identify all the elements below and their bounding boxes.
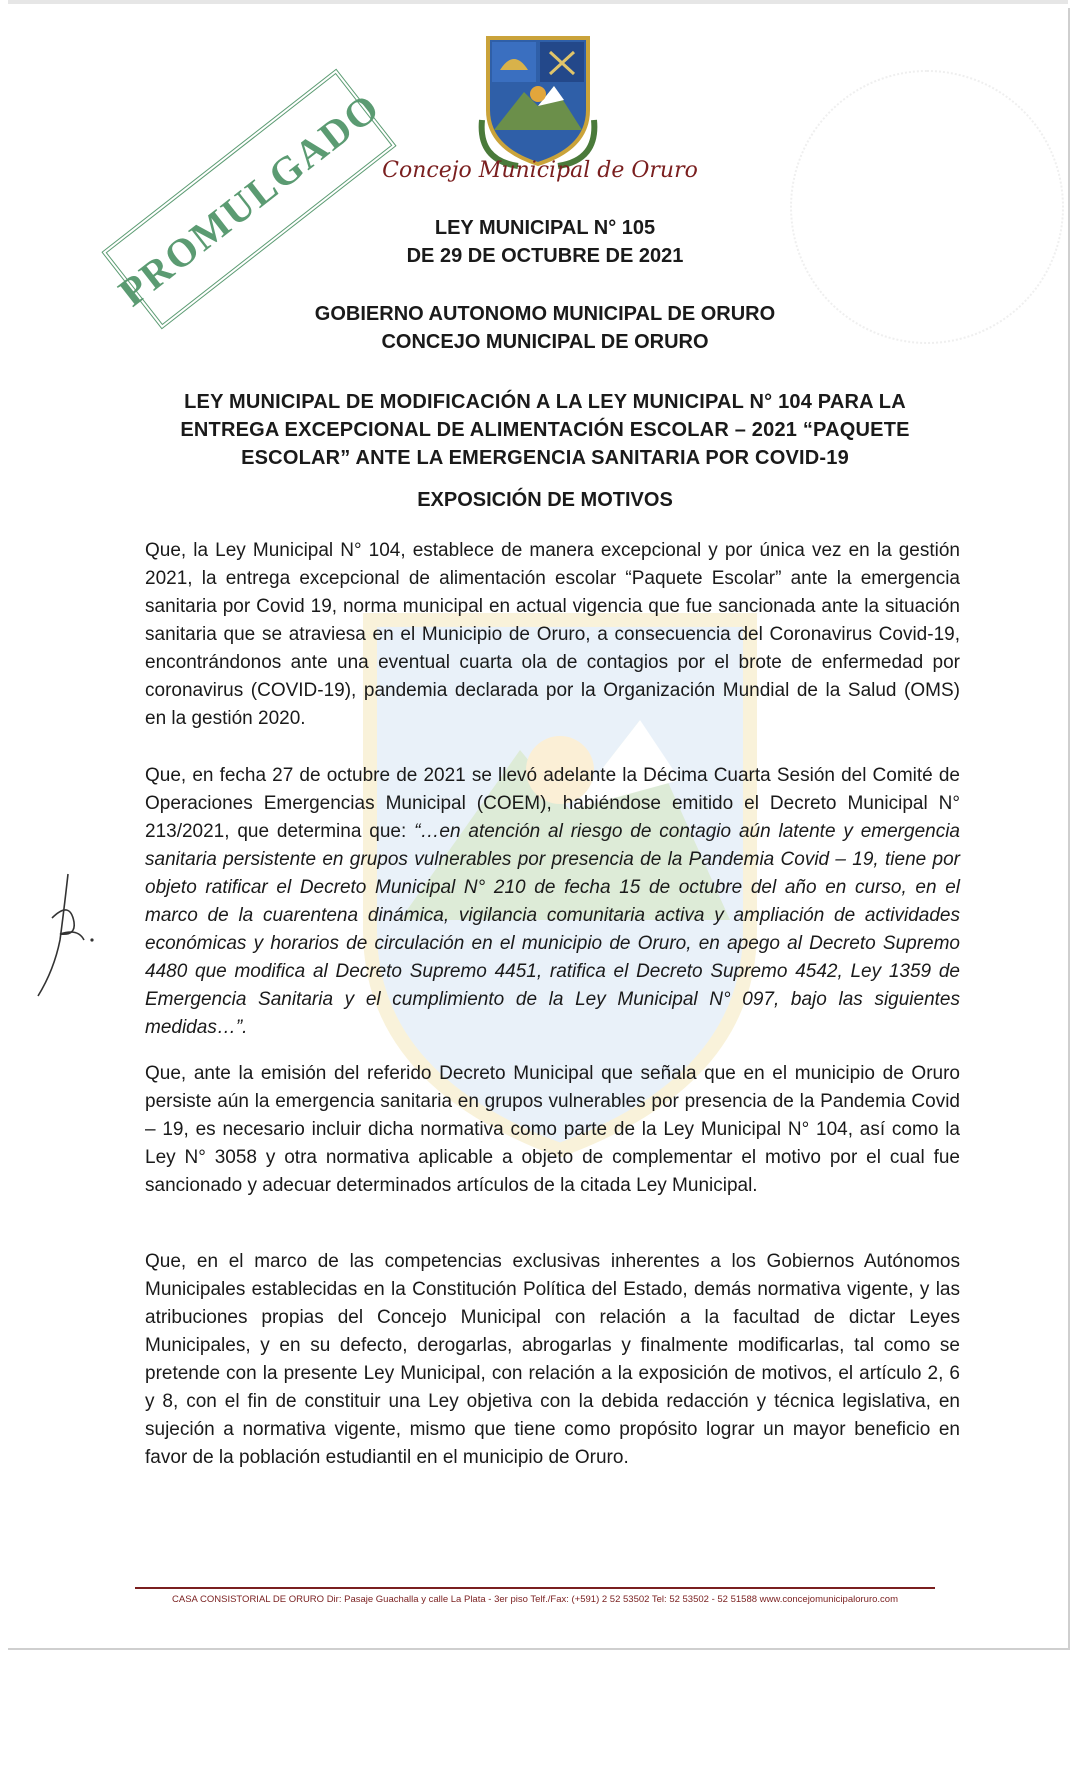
paragraph-1: Que, la Ley Municipal N° 104, establece de manera excepcional y por única vez en la gestión 2021, la entrega excepcional de alimentación escolar “Paquete Escolar” ante la emergencia sanitaria por Covid 19, norma municipal en actual vigencia que fue sancionada ante la situación sanitaria que se atraviesa en el Municipio de Oruro, a consecuencia del Coronavirus Covid-19, encontrándonos ante una eventual cuarta ola de contagios por el brote de enfermedad por coronavirus (COVID-19), pandemia declarada por la Organización Mundial de la Salud (OMS) en la gestión 2020. — [145, 540, 960, 729]
paragraph-2-quote: “…en atención al riesgo de contagio aún latente y emergencia sanitaria persistente en grupos vulnerables por presencia de la Pandemia Covid – 19, tiene por objeto ratificar el Decreto Municipal N° 210 de fecha 15 de octubre del año en curso, en el marco de la cuarentena dinámica, vigilancia comunitaria activa y ampliación de actividades económicas y horarios de circulación en el municipio de Oruro, en apego al Decreto Supremo 4480 que modifica al Decreto Supremo 4451, ratifica el Decreto Supremo 4542, Ley 1359 de Emergencia Sanitaria y el cumplimiento de la Ley Municipal N° 097, bajo las siguientes medidas…”. — [145, 821, 960, 1038]
paragraph-3: Que, ante la emisión del referido Decreto Municipal que señala que en el municipio de Oruro persiste aún la emergencia sanitaria en grupos vulnerables por presencia de la Pandemia Covid – 19, es necesario incluir dicha normativa como parte de la Ley Municipal N° 104, así como la Ley N° 3058 y otra normativa aplicable a objeto de complementar el motivo por el cual fue sancionado y adecuar determinados artículos de la citada Ley Municipal. — [145, 1063, 960, 1196]
promulgado-stamp: PROMULGADO — [101, 69, 396, 330]
paragraph-4: Que, en el marco de las competencias exclusivas inherentes a los Gobiernos Autónomos Municipales establecidas en la Constitución Política del Estado, demás normativa vigente, y las atribuciones propias del Concejo Municipal con relación a la facultad de dictar Leyes Municipales, y en su defecto, derogarlas, abrogarlas y finalmente modificarlas, tal como se pretende con la presente Ley Municipal, con relación a la exposición de motivos, el artículo 2, 6 y 8, con el fin de constituir una Ley objetiva con la debida redacción y técnica legislativa, en sujeción a normativa vigente, mismo que tiene como propósito lograr un mayor beneficio en favor de la población estudiantil en el municipio de Oruro. — [145, 1251, 960, 1468]
paragraph-2-intro: Que, en fecha 27 de octubre de 2021 se llevó adelante la Décima Cuarta Sesión del Comité de Operaciones Emergencias Municipal (COEM), habiéndose emitido el Decreto Municipal N° 213/2021, que determina que: — [145, 765, 960, 842]
footer-divider — [135, 1587, 935, 1589]
scan-top-edge — [8, 0, 1068, 4]
council-name-heading: CONCEJO MUNICIPAL DE ORURO — [381, 331, 709, 353]
council-signature-logo: Concejo Municipal de Oruro — [382, 158, 698, 183]
paragraph-2 — [145, 762, 960, 1042]
law-date: DE 29 DE OCTUBRE DE 2021 — [406, 245, 684, 267]
law-title-line-2: ENTREGA EXCEPCIONAL DE ALIMENTACIÓN ESCOLAR – 2021 “PAQUETE — [180, 419, 910, 441]
section-heading: EXPOSICIÓN DE MOTIVOS — [417, 489, 673, 511]
law-title-line-1: LEY MUNICIPAL DE MODIFICACIÓN A LA LEY MUNICIPAL N° 104 PARA LA — [184, 391, 906, 413]
government-name: GOBIERNO AUTONOMO MUNICIPAL DE ORURO — [314, 303, 776, 325]
municipal-crest-logo — [478, 30, 598, 170]
law-number: LEY MUNICIPAL N° 105 — [434, 217, 656, 239]
footer-address: CASA CONSISTORIAL DE ORURO Dir: Pasaje Guachalla y calle La Plata - 3er piso Telf./Fax: (+591) 2 52 53502 Tel: 52 53502 - 52 51588 www.concejomunicipaloruro.com — [172, 1594, 898, 1605]
law-title-line-3: ESCOLAR” ANTE LA EMERGENCIA SANITARIA POR COVID-19 — [241, 447, 849, 469]
handwritten-initials — [30, 870, 100, 1000]
